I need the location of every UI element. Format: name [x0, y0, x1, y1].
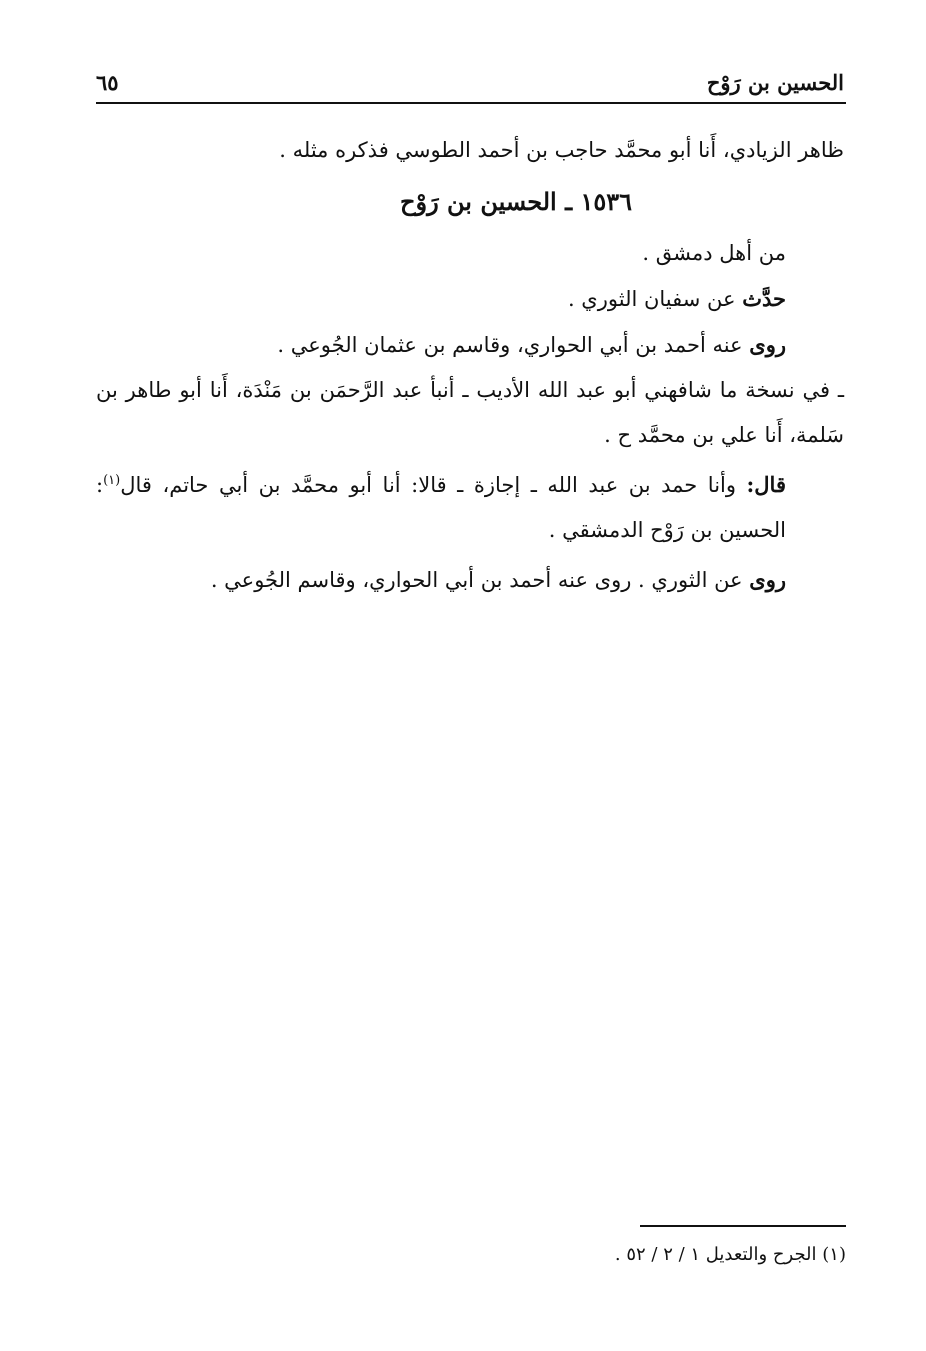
qala-keyword: قال:	[746, 472, 786, 497]
final-keyword: روى	[749, 567, 786, 592]
footnote: (١) الجرح والتعديل ١ / ٢ / ٥٢ .	[614, 1244, 846, 1265]
students-keyword: روى	[749, 332, 786, 357]
page-number: ٦٥	[96, 70, 119, 95]
qala-paragraph	[96, 462, 844, 553]
final-text: عن الثوري . روى عنه أحمد بن أبي الحواري، وقاسم الجُوعي .	[210, 568, 750, 592]
main-text	[96, 128, 844, 603]
narrated-text: عن سفيان الثوري .	[567, 287, 743, 311]
footnote-rule	[640, 1225, 846, 1227]
header-rule	[96, 102, 846, 104]
final-line	[96, 557, 844, 603]
students-text: عنه أحمد بن أبي الحواري، وقاسم بن عثمان الجُوعي .	[277, 333, 750, 357]
continuation-line: ظاهر الزيادي، أَنا أبو محمَّد حاجب بن أحمد الطوسي فذكره مثله .	[279, 138, 844, 162]
footnote-reference[interactable]: (١)	[103, 473, 121, 488]
isnad-paragraph: ـ في نسخة ما شافهني أبو عبد الله الأديب ـ أنبأ عبد الرَّحمَن بن مَنْدَة، أَنا أبو طاهر بن سَلمة، أَنا علي بن محمَّد ح .	[96, 378, 844, 447]
students-line	[96, 322, 844, 368]
origin-line: من أهل دمشق .	[642, 241, 786, 265]
page-header	[96, 66, 844, 100]
narrated-from-line	[96, 276, 844, 322]
qala-continuation: : الحسين بن رَوْح الدمشقي .	[96, 473, 786, 542]
entry-heading: ١٥٣٦ ـ الحسين بن رَوْح	[399, 187, 633, 216]
qala-text: وأنا حمد بن عبد الله ـ إجازة ـ قالا: أنا أبو محمَّد بن أبي حاتم، قال	[120, 473, 747, 497]
narrated-keyword: حدَّث	[742, 286, 786, 311]
running-title: الحسين بن رَوْح	[706, 70, 844, 95]
